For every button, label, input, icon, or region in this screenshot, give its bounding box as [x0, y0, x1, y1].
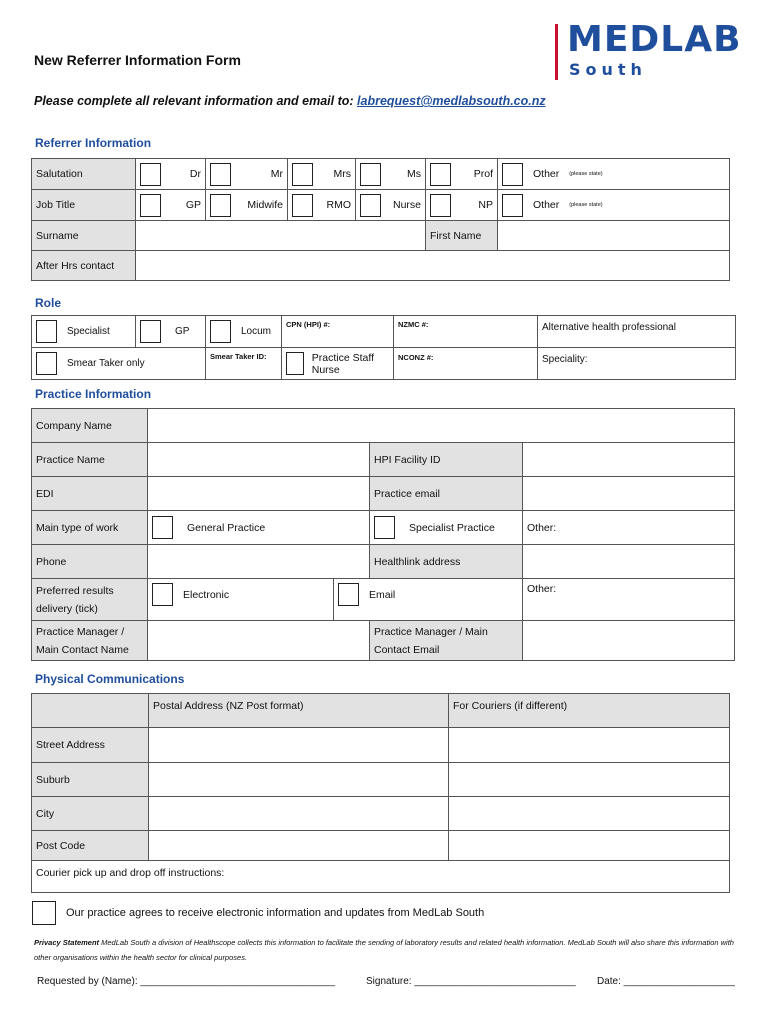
option-specialist: Specialist [67, 326, 110, 337]
manager-name-label: Practice Manager / Main Contact Name [32, 621, 148, 661]
checkbox-specialist-practice[interactable] [374, 516, 395, 539]
speciality-label: Speciality: [538, 348, 736, 380]
logo-bar [555, 24, 558, 80]
checkbox-np[interactable] [430, 194, 451, 217]
manager-email-field[interactable] [523, 621, 735, 661]
street-postal-field[interactable] [149, 728, 449, 763]
surname-label: Surname [32, 221, 136, 251]
option-mr: Mr [270, 168, 283, 180]
courier-instructions-field[interactable]: Courier pick up and drop off instructions: [32, 861, 730, 893]
checkbox-gp[interactable] [140, 194, 161, 217]
checkbox-locum[interactable] [210, 320, 231, 343]
option-mrs: Mrs [333, 168, 351, 180]
job-title-label: Job Title [32, 190, 136, 221]
option-locum: Locum [241, 326, 272, 337]
city-postal-field[interactable] [149, 797, 449, 831]
manager-email-label: Practice Manager / Main Contact Email [370, 621, 523, 661]
practice-name-label: Practice Name [32, 443, 148, 477]
option-nurse: Nurse [392, 199, 421, 211]
option-staff-nurse: Practice Staff Nurse [311, 351, 375, 376]
email-link[interactable]: labrequest@medlabsouth.co.nz [357, 94, 546, 108]
option-ms: Ms [407, 168, 421, 180]
after-hrs-field[interactable] [136, 251, 730, 281]
smear-id-label: Smear Taker ID: [210, 352, 267, 361]
instructions-text: Please complete all relevant information and email to: [34, 94, 358, 108]
option-other-job: Other [533, 199, 560, 211]
checkbox-general-practice[interactable] [152, 516, 173, 539]
checkbox-mrs[interactable] [292, 163, 313, 186]
first-name-label: First Name [426, 221, 498, 251]
healthlink-field[interactable] [523, 545, 735, 579]
checkbox-rmo[interactable] [292, 194, 313, 217]
option-smear-only: Smear Taker only [67, 358, 145, 369]
referrer-heading: Referrer Information [35, 136, 152, 150]
role-heading: Role [35, 296, 62, 310]
hpi-facility-label: HPI Facility ID [370, 443, 523, 477]
checkbox-nurse[interactable] [360, 194, 381, 217]
option-electronic: Electronic [183, 588, 230, 601]
agree-text: Our practice agrees to receive electronic information and updates from MedLab South [66, 907, 485, 919]
phone-label: Phone [32, 545, 148, 579]
date-line[interactable]: Date: ____________________ [597, 976, 735, 987]
medlab-logo [553, 19, 770, 84]
agree-row [32, 901, 484, 925]
checkbox-email-delivery[interactable] [338, 583, 359, 606]
instructions [34, 94, 546, 108]
signature-line[interactable]: Signature: _____________________________ [366, 976, 576, 987]
checkbox-ms[interactable] [360, 163, 381, 186]
phone-field[interactable] [148, 545, 370, 579]
option-np: NP [478, 199, 493, 211]
option-gp: GP [185, 199, 201, 211]
please-state-note-2: (please state) [569, 202, 603, 208]
logo-sub-text: South [569, 60, 647, 79]
checkbox-dr[interactable] [140, 163, 161, 186]
suburb-postal-field[interactable] [149, 763, 449, 797]
checkbox-specialist[interactable] [36, 320, 57, 343]
street-label: Street Address [32, 728, 149, 763]
cpn-label: CPN (HPI) #: [286, 320, 331, 329]
postcode-courier-field[interactable] [449, 831, 730, 861]
alt-health-label: Alternative health professional [538, 316, 736, 348]
option-specialist-practice: Specialist Practice [409, 521, 495, 534]
surname-field[interactable] [136, 221, 426, 251]
checkbox-other-salutation[interactable] [502, 163, 523, 186]
practice-email-label: Practice email [370, 477, 523, 511]
role-table [31, 315, 736, 380]
delivery-other[interactable]: Other: [523, 579, 735, 621]
option-general-practice: General Practice [187, 521, 266, 534]
checkbox-midwife[interactable] [210, 194, 231, 217]
street-courier-field[interactable] [449, 728, 730, 763]
edi-field[interactable] [148, 477, 370, 511]
physical-heading: Physical Communications [35, 672, 185, 686]
option-other-salutation: Other [533, 168, 560, 180]
physical-table [31, 693, 730, 893]
checkbox-other-job[interactable] [502, 194, 523, 217]
option-dr: Dr [189, 168, 201, 180]
checkbox-smear-only[interactable] [36, 352, 57, 375]
option-role-gp: GP [175, 326, 190, 337]
logo-main-text: MEDLAB [567, 19, 742, 60]
practice-name-field[interactable] [148, 443, 370, 477]
checkbox-electronic[interactable] [152, 583, 173, 606]
requested-by-line[interactable]: Requested by (Name): ___________________________________ [37, 976, 336, 987]
referrer-table [31, 158, 730, 281]
option-prof: Prof [473, 168, 493, 180]
privacy-statement [34, 935, 734, 965]
first-name-field[interactable] [498, 221, 730, 251]
checkbox-prof[interactable] [430, 163, 451, 186]
suburb-label: Suburb [32, 763, 149, 797]
company-name-field[interactable] [148, 409, 735, 443]
company-name-label: Company Name [32, 409, 148, 443]
checkbox-staff-nurse[interactable] [286, 352, 304, 375]
please-state-note: (please state) [569, 171, 603, 177]
practice-email-field[interactable] [523, 477, 735, 511]
healthlink-label: Healthlink address [370, 545, 523, 579]
edi-label: EDI [32, 477, 148, 511]
manager-name-field[interactable] [148, 621, 370, 661]
couriers-header: For Couriers (if different) [449, 694, 730, 728]
option-midwife: Midwife [247, 199, 283, 211]
nconz-label: NCONZ #: [398, 353, 434, 362]
postal-address-header: Postal Address (NZ Post format) [149, 694, 449, 728]
practice-table [31, 408, 735, 661]
option-email-delivery: Email [369, 588, 396, 601]
preferred-delivery-label: Preferred results delivery (tick) [32, 579, 148, 621]
practice-heading: Practice Information [35, 387, 152, 401]
postcode-postal-field[interactable] [149, 831, 449, 861]
privacy-label: Privacy Statement [34, 938, 100, 947]
salutation-label: Salutation [32, 159, 136, 190]
after-hrs-label: After Hrs contact [32, 251, 136, 281]
option-rmo: RMO [326, 199, 351, 211]
postcode-label: Post Code [32, 831, 149, 861]
nzmc-label: NZMC #: [398, 320, 429, 329]
form-title: New Referrer Information Form [34, 52, 241, 68]
hpi-facility-field[interactable] [523, 443, 735, 477]
checkbox-role-gp[interactable] [140, 320, 161, 343]
city-label: City [32, 797, 149, 831]
privacy-text: MedLab South a division of Healthscope collects this information to facilitate the sending of laboratory results and related health information. MedLab South will also share this information with other organisations within the health sector for clinical purposes. [34, 938, 734, 962]
main-work-other[interactable]: Other: [523, 511, 735, 545]
suburb-courier-field[interactable] [449, 763, 730, 797]
main-work-label: Main type of work [32, 511, 148, 545]
checkbox-agree[interactable] [32, 901, 56, 925]
checkbox-mr[interactable] [210, 163, 231, 186]
city-courier-field[interactable] [449, 797, 730, 831]
